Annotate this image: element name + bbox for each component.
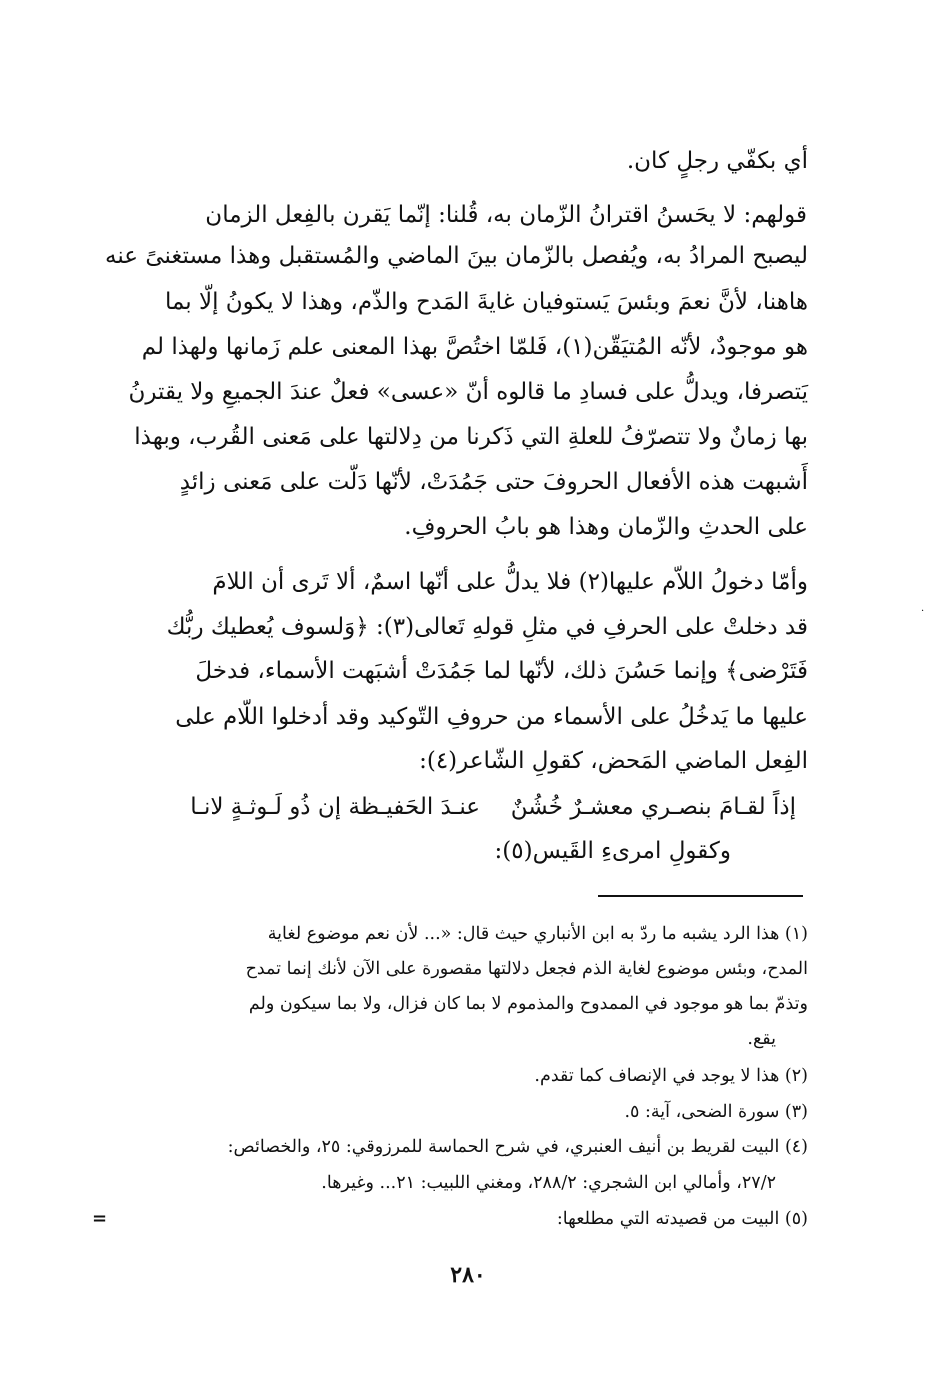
footnote-line: وتذمّ بما هو موجود في الممدوح والمذموم لا بما كان فزال، ولا بما سيكون ولم [248,994,808,1014]
text-line: هو موجودٌ، لأنّه المُتيَقّن(١)، فَلمّا اختُصَّ بهذا المعنى علم زَمانها ولهذا لم [141,334,808,360]
text-line: قد دخلتْ على الحرفِ في مثلِ قولهِ تَعالى(٣): ﴿وَلسوف يُعطيك ربُّك [166,614,808,640]
footnote-line: (٤) البيت لقريط بن أنيف العنبري، في شرح الحماسة للمرزوقي: ٢٥، والخصائص: [227,1137,808,1157]
text-line: ليصبح المرادُ به، ويُفصل بالزّمان بينَ الماضي والمُستقبل وهذا مستغنىً عنه [105,243,808,269]
text-line: وأمّا دخولُ اللاّم عليها(٢) فلا يدلُّ على أنّها اسمٌ، ألا تَرى أن اللامَ [212,569,808,595]
margin-dot: · [921,606,925,617]
verse-right-hemistich: إذاً لقـامَ بنصـري معشـرٌ خُشُنٌ [510,794,796,820]
footnote-line: ٢٧/٢، وأمالي ابن الشجري: ٢٨٨/٢، ومغني اللبيب: ٢١... وغيرها. [321,1173,776,1193]
text-line: هاهنا، لأنَّ نعمَ وبئسَ يَستوفيان غايةَ المَدح والذّم، وهذا لا يكونُ إلّا بما [164,289,808,315]
text-line: أي بكفّي رجلٍ كان. [626,148,808,174]
footnote-line: (١) هذا الرد يشبه ما ردّ به ابن الأنباري حيث قال: «... لأن نعم موضوع لغاية [267,924,808,944]
footnote-line: (٢) هذا لا يوجد في الإنصاف كما تقدم. [534,1066,808,1086]
continuation-mark: = [92,1208,108,1229]
footnote-separator [598,895,803,897]
footnote-line: المدح، وبئس موضوع لغاية الذم فجعل دلالتها مقصورة على الآن لأنك إنما تمدح [245,959,808,979]
text-line: على الحدثِ والزّمان وهذا هو بابُ الحروفِ. [404,514,808,540]
footnote-line: (٥) البيت من قصيدته التي مطلعها: [556,1209,808,1229]
text-line: فَتَرْضى﴾ وإنما حَسُنَ ذلك، لأنّها لما جَمُدَتْ أشبَهت الأسماء، فدخلَ [195,658,808,684]
footnote-line: يقع. [747,1029,776,1049]
footnote-line: (٣) سورة الضحى، آية: ٥. [624,1102,808,1122]
verse-left-hemistich: عنـدَ الحَفيـظة إن ذُو لَـوثـةٍ لانـا [190,794,480,820]
text-line: أَشبهت هذه الأفعال الحروفَ حتى جَمُدَتْ، لأنّها دَلّت على مَعنى زائدٍ [179,469,808,495]
text-line: يَتصرفا، ويدلُّ على فسادِ ما قالوه أنّ «عسى» فعلٌ عندَ الجميعِ ولا يقترنُ [128,379,808,405]
text-line: بها زمانٌ ولا تتصرّفُ للعلةِ التي ذَكرنا من دِلالتها على مَعنى القُرب، وبهذا [134,424,808,450]
text-line: الفِعل الماضي المَحض، كقولِ الشّاعر(٤): [419,748,808,774]
page-number: ٢٨٠ [450,1262,486,1288]
text-line: عليها ما يَدخُلُ على الأسماء من حروفِ التّوكيد وقد أدخلوا اللّام على [175,704,808,730]
text-line: قولهم: لا يحَسنُ اقترانُ الزّمان به، قُلنا: إنّما يَقرن بالفِعل الزمان [205,202,807,228]
text-line: وكقولِ امرىءِ القَيس(٥): [494,838,731,864]
